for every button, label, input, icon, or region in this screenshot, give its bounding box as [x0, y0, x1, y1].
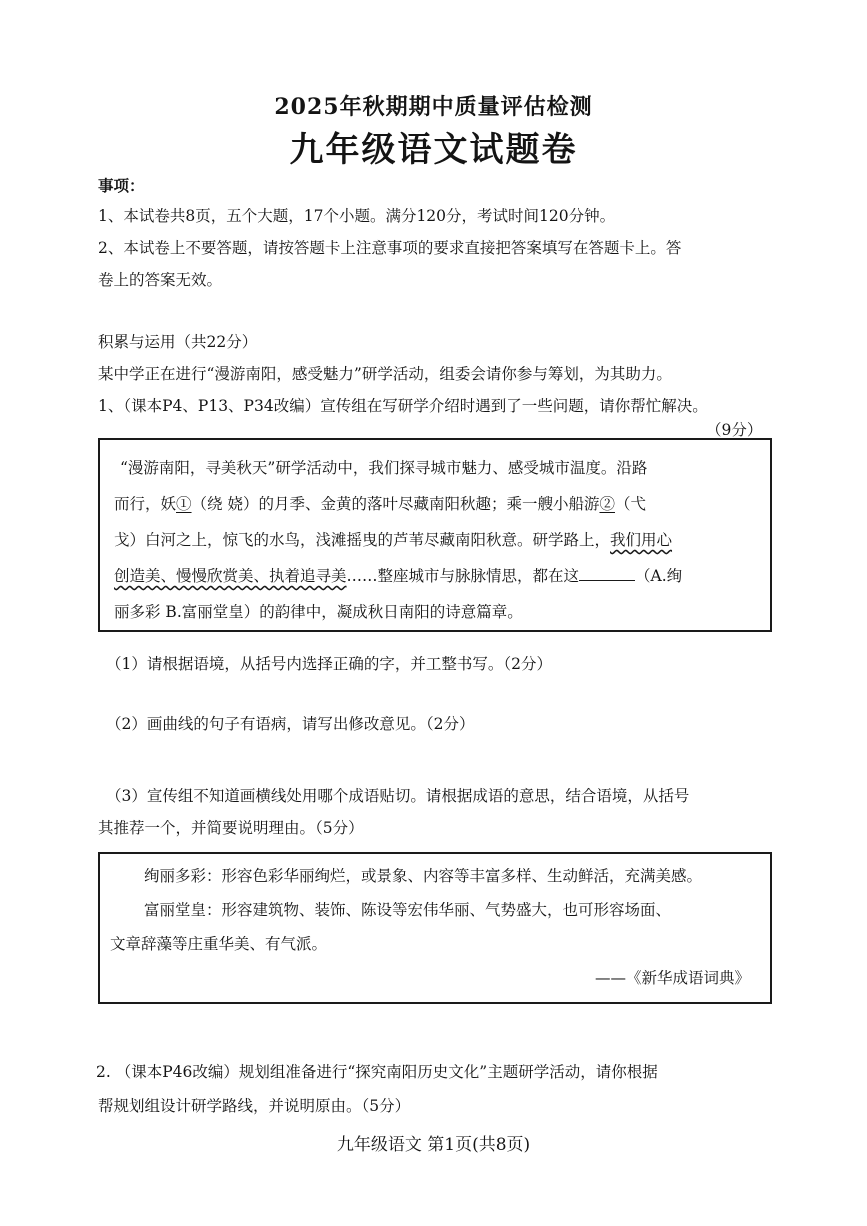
blank-2: ②	[599, 495, 615, 513]
dictionary-entry-1: 绚丽多彩：形容色彩华丽绚烂，或景象、内容等丰富多样、生动鲜活，充满美感。	[144, 867, 703, 885]
passage-text: （A.绚	[635, 567, 683, 585]
question-2-line2: 帮规划组设计研学路线，并说明原由。（5分）	[98, 1097, 411, 1115]
question-1-prompt: 1、（课本P4、P13、P34改编）宣传组在写研学介绍时遇到了一些问题，请你帮忙解决。	[98, 397, 708, 415]
passage-box	[98, 438, 772, 632]
passage-text: （绕 娆）的月季、金黄的落叶尽藏南阳秋趣；乘一艘小船游	[191, 495, 600, 513]
passage-line-1: “漫游南阳，寻美秋天”研学活动中，我们探寻城市魅力、感受城市温度。沿路	[120, 459, 648, 477]
notice-item-2-line1: 2、本试卷上不要答题，请按答题卡上注意事项的要求直接把答案填写在答题卡上。答	[98, 239, 682, 257]
subquestion-3-line2: 其推荐一个，并简要说明理由。（5分）	[98, 819, 364, 837]
dictionary-box	[98, 852, 772, 1004]
subquestion-3-line1: （3）宣传组不知道画横线处用哪个成语贴切。请根据成语的意思，结合语境，从括号	[106, 787, 690, 805]
passage-line-3	[114, 528, 672, 550]
notice-item-2-line2: 卷上的答案无效。	[98, 271, 223, 289]
subquestion-1: （1）请根据语境，从括号内选择正确的字，并工整书写。（2分）	[106, 655, 552, 673]
dictionary-entry-2-line1: 富丽堂皇：形容建筑物、装饰、陈设等宏伟华丽、气势盛大，也可形容场面、	[144, 901, 672, 919]
question-1-score: （9分）	[706, 421, 763, 439]
notice-heading: 事项：	[98, 176, 145, 195]
exam-subtitle: 2025年秋期期中质量评估检测	[274, 94, 593, 120]
passage-text: 而行，妖	[114, 495, 177, 513]
passage-line-5: 丽多彩 B.富丽堂皇）的韵律中，凝成秋日南阳的诗意篇章。	[114, 603, 523, 621]
passage-line-4	[114, 564, 682, 586]
dictionary-entry-2-line2: 文章辞藻等庄重华美、有气派。	[110, 935, 328, 953]
passage-line-2	[114, 492, 646, 514]
wavy-sentence-part-1: 我们用心	[610, 531, 673, 549]
wavy-sentence-part-2: 创造美、慢慢欣赏美、执着追寻美	[114, 567, 347, 585]
answer-blank	[579, 566, 635, 581]
subquestion-2: （2）画曲线的句子有语病，请写出修改意见。（2分）	[106, 715, 475, 733]
passage-text: （弋	[614, 495, 646, 513]
notice-item-1: 1、本试卷共8页，五个大题，17个小题。满分120分，考试时间120分钟。	[98, 207, 616, 225]
exam-title: 九年级语文试题卷	[289, 130, 578, 170]
passage-text: ……整座城市与脉脉情思，都在这	[346, 567, 580, 585]
blank-1: ①	[176, 495, 192, 513]
section-heading: 积累与运用（共22分）	[98, 333, 258, 351]
passage-text: 戈）白河之上，惊飞的水鸟，浅滩摇曳的芦苇尽藏南阳秋意。研学路上，	[114, 531, 611, 549]
section-intro: 某中学正在进行“漫游南阳，感受魅力”研学活动，组委会请你参与筹划，为其助力。	[98, 365, 672, 383]
page-footer: 九年级语文 第1页(共8页)	[336, 1135, 531, 1155]
dictionary-source: ——《新华成语词典》	[594, 969, 750, 987]
question-2-line1: 2. （课本P46改编）规划组准备进行“探究南阳历史文化”主题研学活动，请你根据	[96, 1063, 658, 1081]
